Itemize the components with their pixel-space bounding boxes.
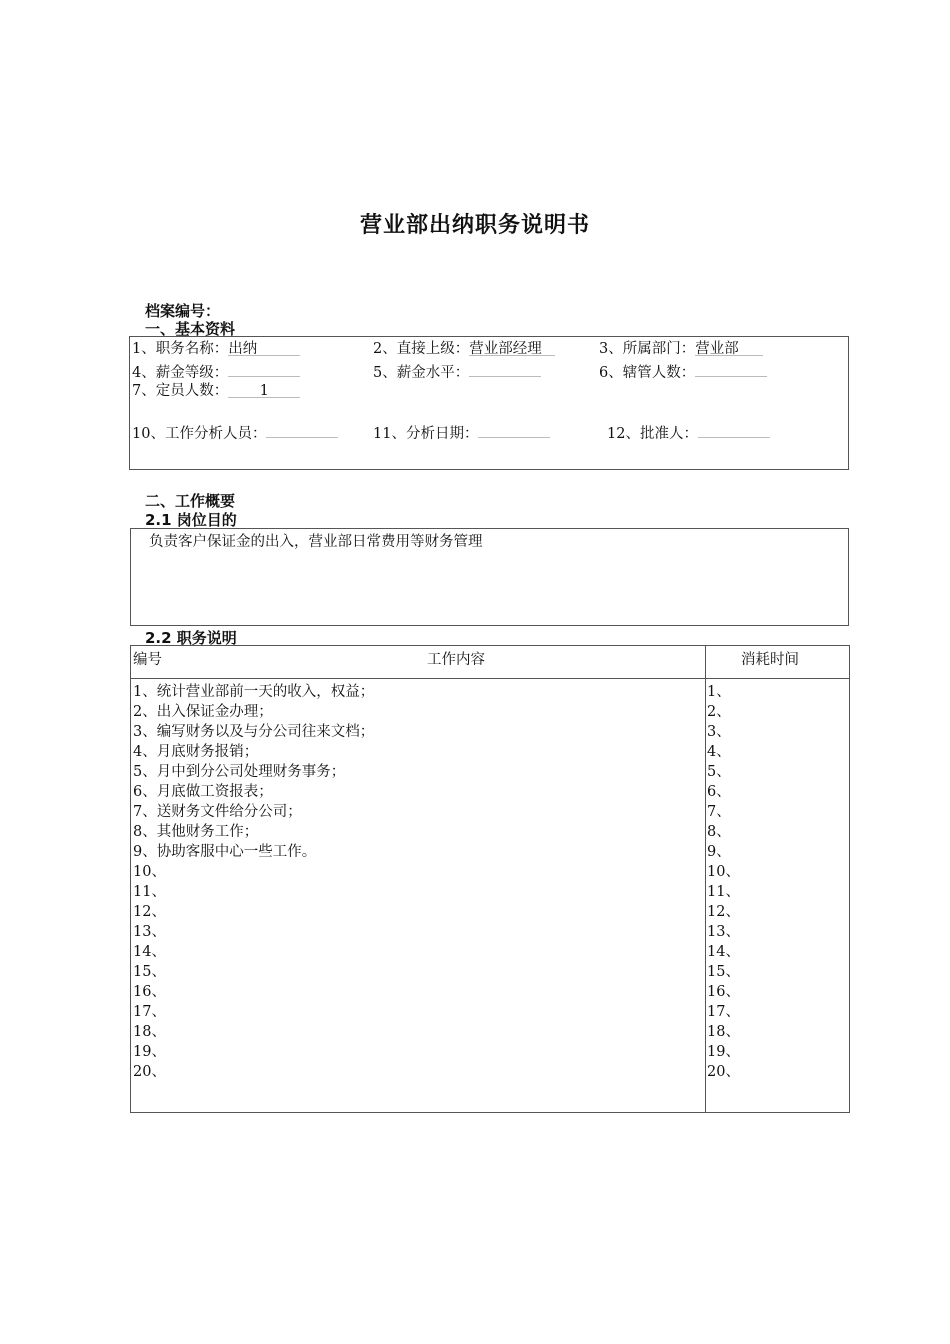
table-row: 11、: [133, 884, 166, 900]
table-row: 5、月中到分公司处理财务事务；: [133, 764, 346, 780]
section2-heading: 二、工作概要: [145, 492, 236, 510]
salary-level-blank: [469, 360, 541, 377]
time-cell: 14、: [707, 944, 740, 960]
table-row: 8、其他财务工作；: [133, 824, 259, 840]
field-supervisor: 2、直接上级：营业部经理: [373, 339, 555, 359]
table-row: 2、出入保证金办理；: [133, 704, 273, 720]
field-department: 3、所属部门：营业部: [599, 339, 763, 359]
table-row: 14、: [133, 944, 166, 960]
time-cell: 13、: [707, 924, 740, 940]
table-row: 20、: [133, 1064, 166, 1080]
table-row: 9、协助客服中心一些工作。: [133, 844, 317, 860]
table-row: 12、: [133, 904, 166, 920]
table-header-divider: [131, 678, 849, 679]
table-row: 18、: [133, 1024, 166, 1040]
table-row: 4、月底财务报销；: [133, 744, 259, 760]
duties-heading: 2.2 职务说明: [145, 629, 237, 647]
department-value: 营业部: [695, 339, 763, 356]
table-row: 6、月底做工资报表；: [133, 784, 273, 800]
salary-grade-blank: [228, 360, 300, 377]
time-cell: 8、: [707, 824, 731, 840]
analysis-date-blank: [478, 421, 550, 438]
table-column-divider: [705, 646, 706, 1112]
field-headcount: 7、定员人数： 1: [132, 381, 300, 401]
header-number: 编号: [133, 652, 162, 668]
time-cell: 20、: [707, 1064, 740, 1080]
table-row: 10、: [133, 864, 166, 880]
purpose-heading: 2.1 岗位目的: [145, 511, 237, 529]
time-cell: 3、: [707, 724, 731, 740]
table-row: 1、统计营业部前一天的收入，权益；: [133, 684, 375, 700]
purpose-box: [130, 528, 849, 626]
document-title: 营业部出纳职务说明书: [359, 213, 590, 238]
table-row: 17、: [133, 1004, 166, 1020]
field-analysis-date: 11、分析日期：: [373, 421, 550, 444]
time-cell: 7、: [707, 804, 731, 820]
section1-heading: 一、基本资料: [145, 320, 236, 338]
field-analyst: 10、工作分析人员：: [132, 421, 338, 444]
time-cell: 15、: [707, 964, 740, 980]
field-job-title: 1、职务名称：出纳: [132, 339, 300, 359]
field-approver: 12、批准人：: [607, 421, 770, 444]
duties-table: [130, 645, 850, 1113]
table-row: 19、: [133, 1044, 166, 1060]
field-subordinates: 6、辖管人数：: [599, 360, 767, 383]
table-row: 3、编写财务以及与分公司往来文档；: [133, 724, 375, 740]
time-cell: 19、: [707, 1044, 740, 1060]
job-title-value: 出纳: [228, 339, 300, 356]
table-row: 15、: [133, 964, 166, 980]
purpose-text: 负责客户保证金的出入，营业部日常费用等财务管理: [149, 534, 483, 550]
headcount-value: 1: [228, 381, 300, 398]
table-row: 16、: [133, 984, 166, 1000]
time-cell: 18、: [707, 1024, 740, 1040]
header-time: 消耗时间: [741, 652, 799, 668]
time-cell: 16、: [707, 984, 740, 1000]
time-cell: 4、: [707, 744, 731, 760]
basic-info-box: [129, 336, 849, 470]
header-content: 工作内容: [427, 652, 485, 668]
field-salary-level: 5、薪金水平：: [373, 360, 541, 383]
table-row: 13、: [133, 924, 166, 940]
subordinates-blank: [695, 360, 767, 377]
analyst-blank: [266, 421, 338, 438]
table-row: 7、送财务文件给分公司；: [133, 804, 302, 820]
time-cell: 10、: [707, 864, 740, 880]
field-salary-grade: 4、薪金等级：: [132, 360, 300, 383]
approver-blank: [698, 421, 770, 438]
time-cell: 5、: [707, 764, 731, 780]
archive-number-label: 档案编号：: [145, 302, 221, 320]
time-cell: 2、: [707, 704, 731, 720]
time-cell: 11、: [707, 884, 740, 900]
content-column: [133, 682, 374, 1082]
time-cell: 17、: [707, 1004, 740, 1020]
time-column: [707, 682, 740, 1082]
time-cell: 1、: [707, 684, 731, 700]
time-cell: 9、: [707, 844, 731, 860]
supervisor-value: 营业部经理: [469, 339, 555, 356]
time-cell: 12、: [707, 904, 740, 920]
time-cell: 6、: [707, 784, 731, 800]
